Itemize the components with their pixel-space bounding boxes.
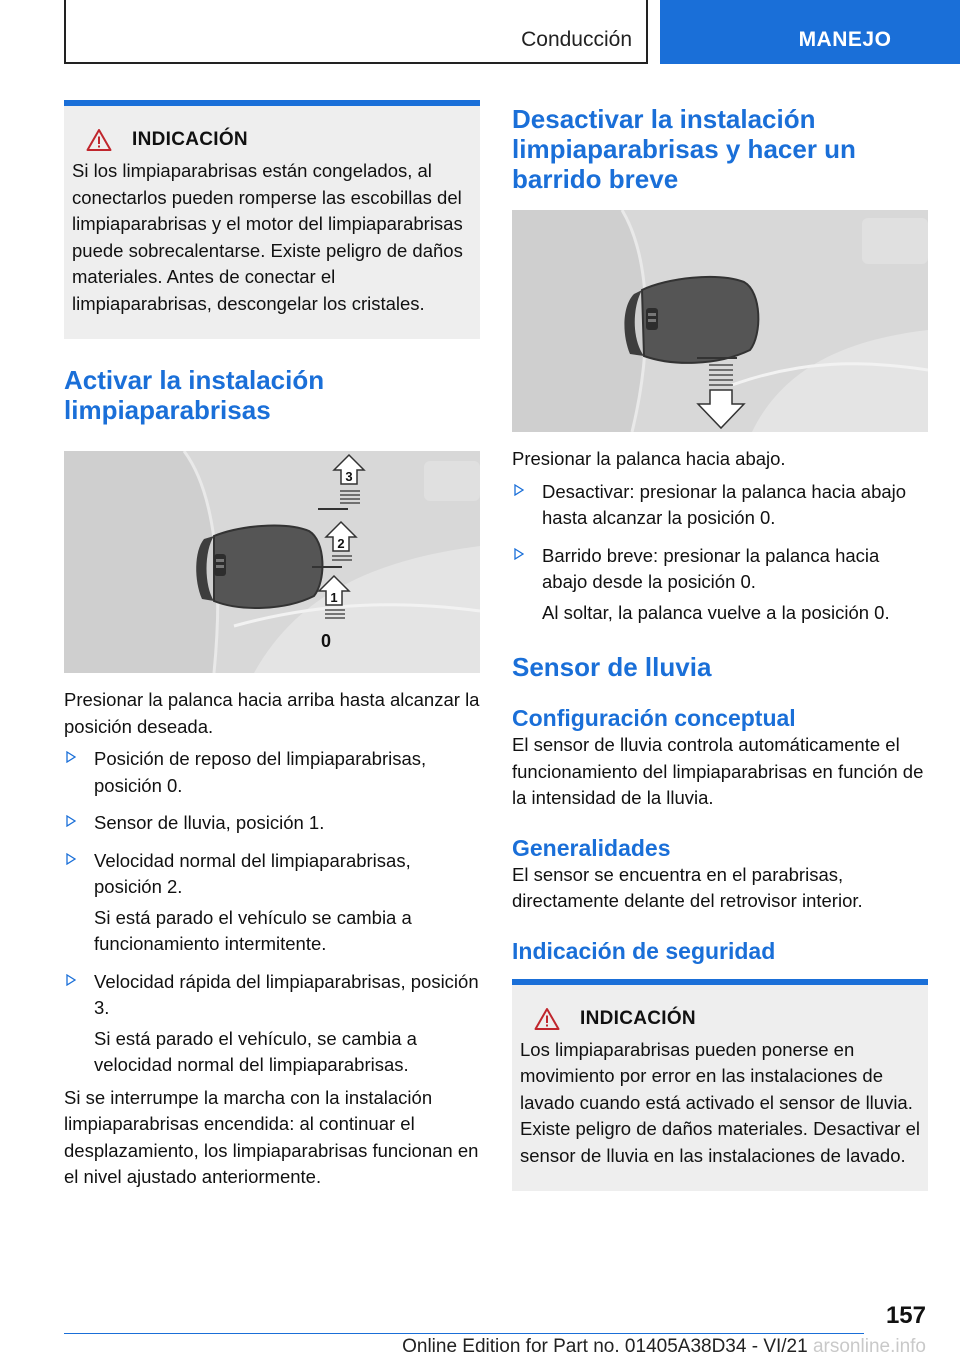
list-item bbox=[512, 479, 928, 532]
list-item-subtext: Si está parado el vehículo se cambia a funcionamiento intermitente. bbox=[94, 906, 412, 954]
heading-rain-sensor: Sensor de lluvia bbox=[512, 652, 712, 682]
list-item-subtext: Si está parado el vehículo, se cambia a velocidad normal del limpiaparabrisas. bbox=[94, 1027, 417, 1075]
notice-box-car-wash bbox=[512, 979, 928, 1192]
notice-text: Los limpiaparabrisas pueden ponerse en movimiento por error en las instalaciones de lavado cuando está activado el sensor de lluvia. Existe peligro de daños materiales. Desactivar el sensor de lluvia en las instalaciones de lavado. bbox=[520, 1038, 920, 1166]
lever-down-illustration bbox=[512, 210, 928, 432]
heading-concept: Configuración conceptual bbox=[512, 705, 796, 731]
header-chapter-tab bbox=[660, 0, 960, 64]
list-item bbox=[64, 969, 480, 1022]
figure-wiper-lever-up bbox=[64, 451, 480, 673]
list-item bbox=[64, 810, 480, 837]
warning-icon bbox=[534, 1007, 560, 1031]
list-item bbox=[64, 746, 480, 799]
right-action-list bbox=[512, 479, 928, 627]
header-section-title: Conducción bbox=[521, 28, 632, 51]
bullet-triangle-icon bbox=[66, 853, 76, 865]
bullet-triangle-icon bbox=[514, 548, 524, 560]
list-item-text: Sensor de lluvia, posición 1. bbox=[94, 812, 325, 833]
bullet-triangle-icon bbox=[66, 815, 76, 827]
right-intro-text: Presionar la palanca hacia abajo. bbox=[512, 448, 786, 469]
bullet-triangle-icon bbox=[514, 484, 524, 496]
left-position-list bbox=[64, 746, 480, 1079]
footer-divider bbox=[64, 1333, 864, 1334]
left-closing-text: Si se interrumpe la marcha con la instalación limpiaparabrisas encendida: al continuar el desplazamiento, los limpiaparabrisas funcionan en el nivel ajustado anteriormente. bbox=[64, 1086, 479, 1187]
list-item-text: Velocidad rápida del limpiaparabrisas, posición 3. bbox=[94, 970, 479, 1018]
left-column bbox=[64, 100, 480, 1191]
footer-watermark: arsonline.info bbox=[812, 1336, 926, 1357]
figure-wiper-lever-down bbox=[512, 210, 928, 432]
list-item bbox=[512, 543, 928, 596]
list-item-text: Posición de reposo del limpiaparabrisas, posición 0. bbox=[94, 748, 427, 796]
heading-general: Generalidades bbox=[512, 834, 671, 861]
heading-deactivate-wiper: Desactivar la instalación limpiaparabrisas y hacer un barrido breve bbox=[512, 104, 856, 194]
notice-box-freeze bbox=[64, 100, 480, 339]
heading-activate-wiper: Activar la instalación limpiaparabrisas bbox=[64, 365, 325, 425]
general-text: El sensor se encuentra en el parabrisas, directamente delante del retrovisor interior. bbox=[512, 863, 863, 911]
footer-edition bbox=[402, 1336, 926, 1358]
header-chapter-label: MANEJO bbox=[798, 28, 892, 51]
list-item-text: Desactivar: presionar la palanca hacia abajo hasta alcanzar la posición 0. bbox=[542, 480, 907, 528]
header-frame bbox=[64, 0, 648, 64]
notice-text: Si los limpiaparabrisas están congelados, al conectarlos pueden romperse las escobillas del limpiaparabrisas y el motor del limpiaparabrisas puede sobrecalentarse. Existe peligro de daños materiales. Antes de conectar el limpiaparabrisas, descongelar los cristales. bbox=[72, 160, 463, 314]
lever-label-0: 0 bbox=[320, 631, 332, 651]
page-header bbox=[0, 0, 960, 66]
lever-label-1: 1 bbox=[330, 590, 338, 605]
warning-icon bbox=[86, 128, 112, 152]
left-intro-text: Presionar la palanca hacia arriba hasta alcanzar la posición deseada. bbox=[64, 689, 480, 737]
notice-header bbox=[72, 128, 472, 152]
list-item bbox=[64, 848, 480, 901]
list-item-text: Velocidad normal del limpiaparabrisas, posición 2. bbox=[94, 849, 411, 897]
page-number: 157 bbox=[885, 1302, 926, 1329]
lever-label-3: 3 bbox=[345, 469, 353, 484]
concept-text: El sensor de lluvia controla automáticamente el funcionamiento del limpiaparabrisas en función de la intensidad de la lluvia. bbox=[512, 734, 924, 808]
lever-label-2: 2 bbox=[337, 536, 345, 551]
lever-up-illustration bbox=[64, 451, 480, 673]
notice-header bbox=[520, 1007, 920, 1031]
list-item-text: Barrido breve: presionar la palanca hacia abajo desde la posición 0. bbox=[542, 544, 880, 592]
bullet-triangle-icon bbox=[66, 974, 76, 986]
list-item-subtext: Al soltar, la palanca vuelve a la posición 0. bbox=[542, 601, 890, 623]
footer-edition-text: Online Edition for Part no. 01405A38D34 - VI/21 bbox=[402, 1336, 808, 1357]
heading-safety: Indicación de seguridad bbox=[512, 937, 776, 964]
notice-title: INDICACIÓN bbox=[132, 129, 248, 150]
notice-title: INDICACIÓN bbox=[580, 1007, 696, 1029]
bullet-triangle-icon bbox=[66, 751, 76, 763]
right-column bbox=[512, 100, 928, 1191]
